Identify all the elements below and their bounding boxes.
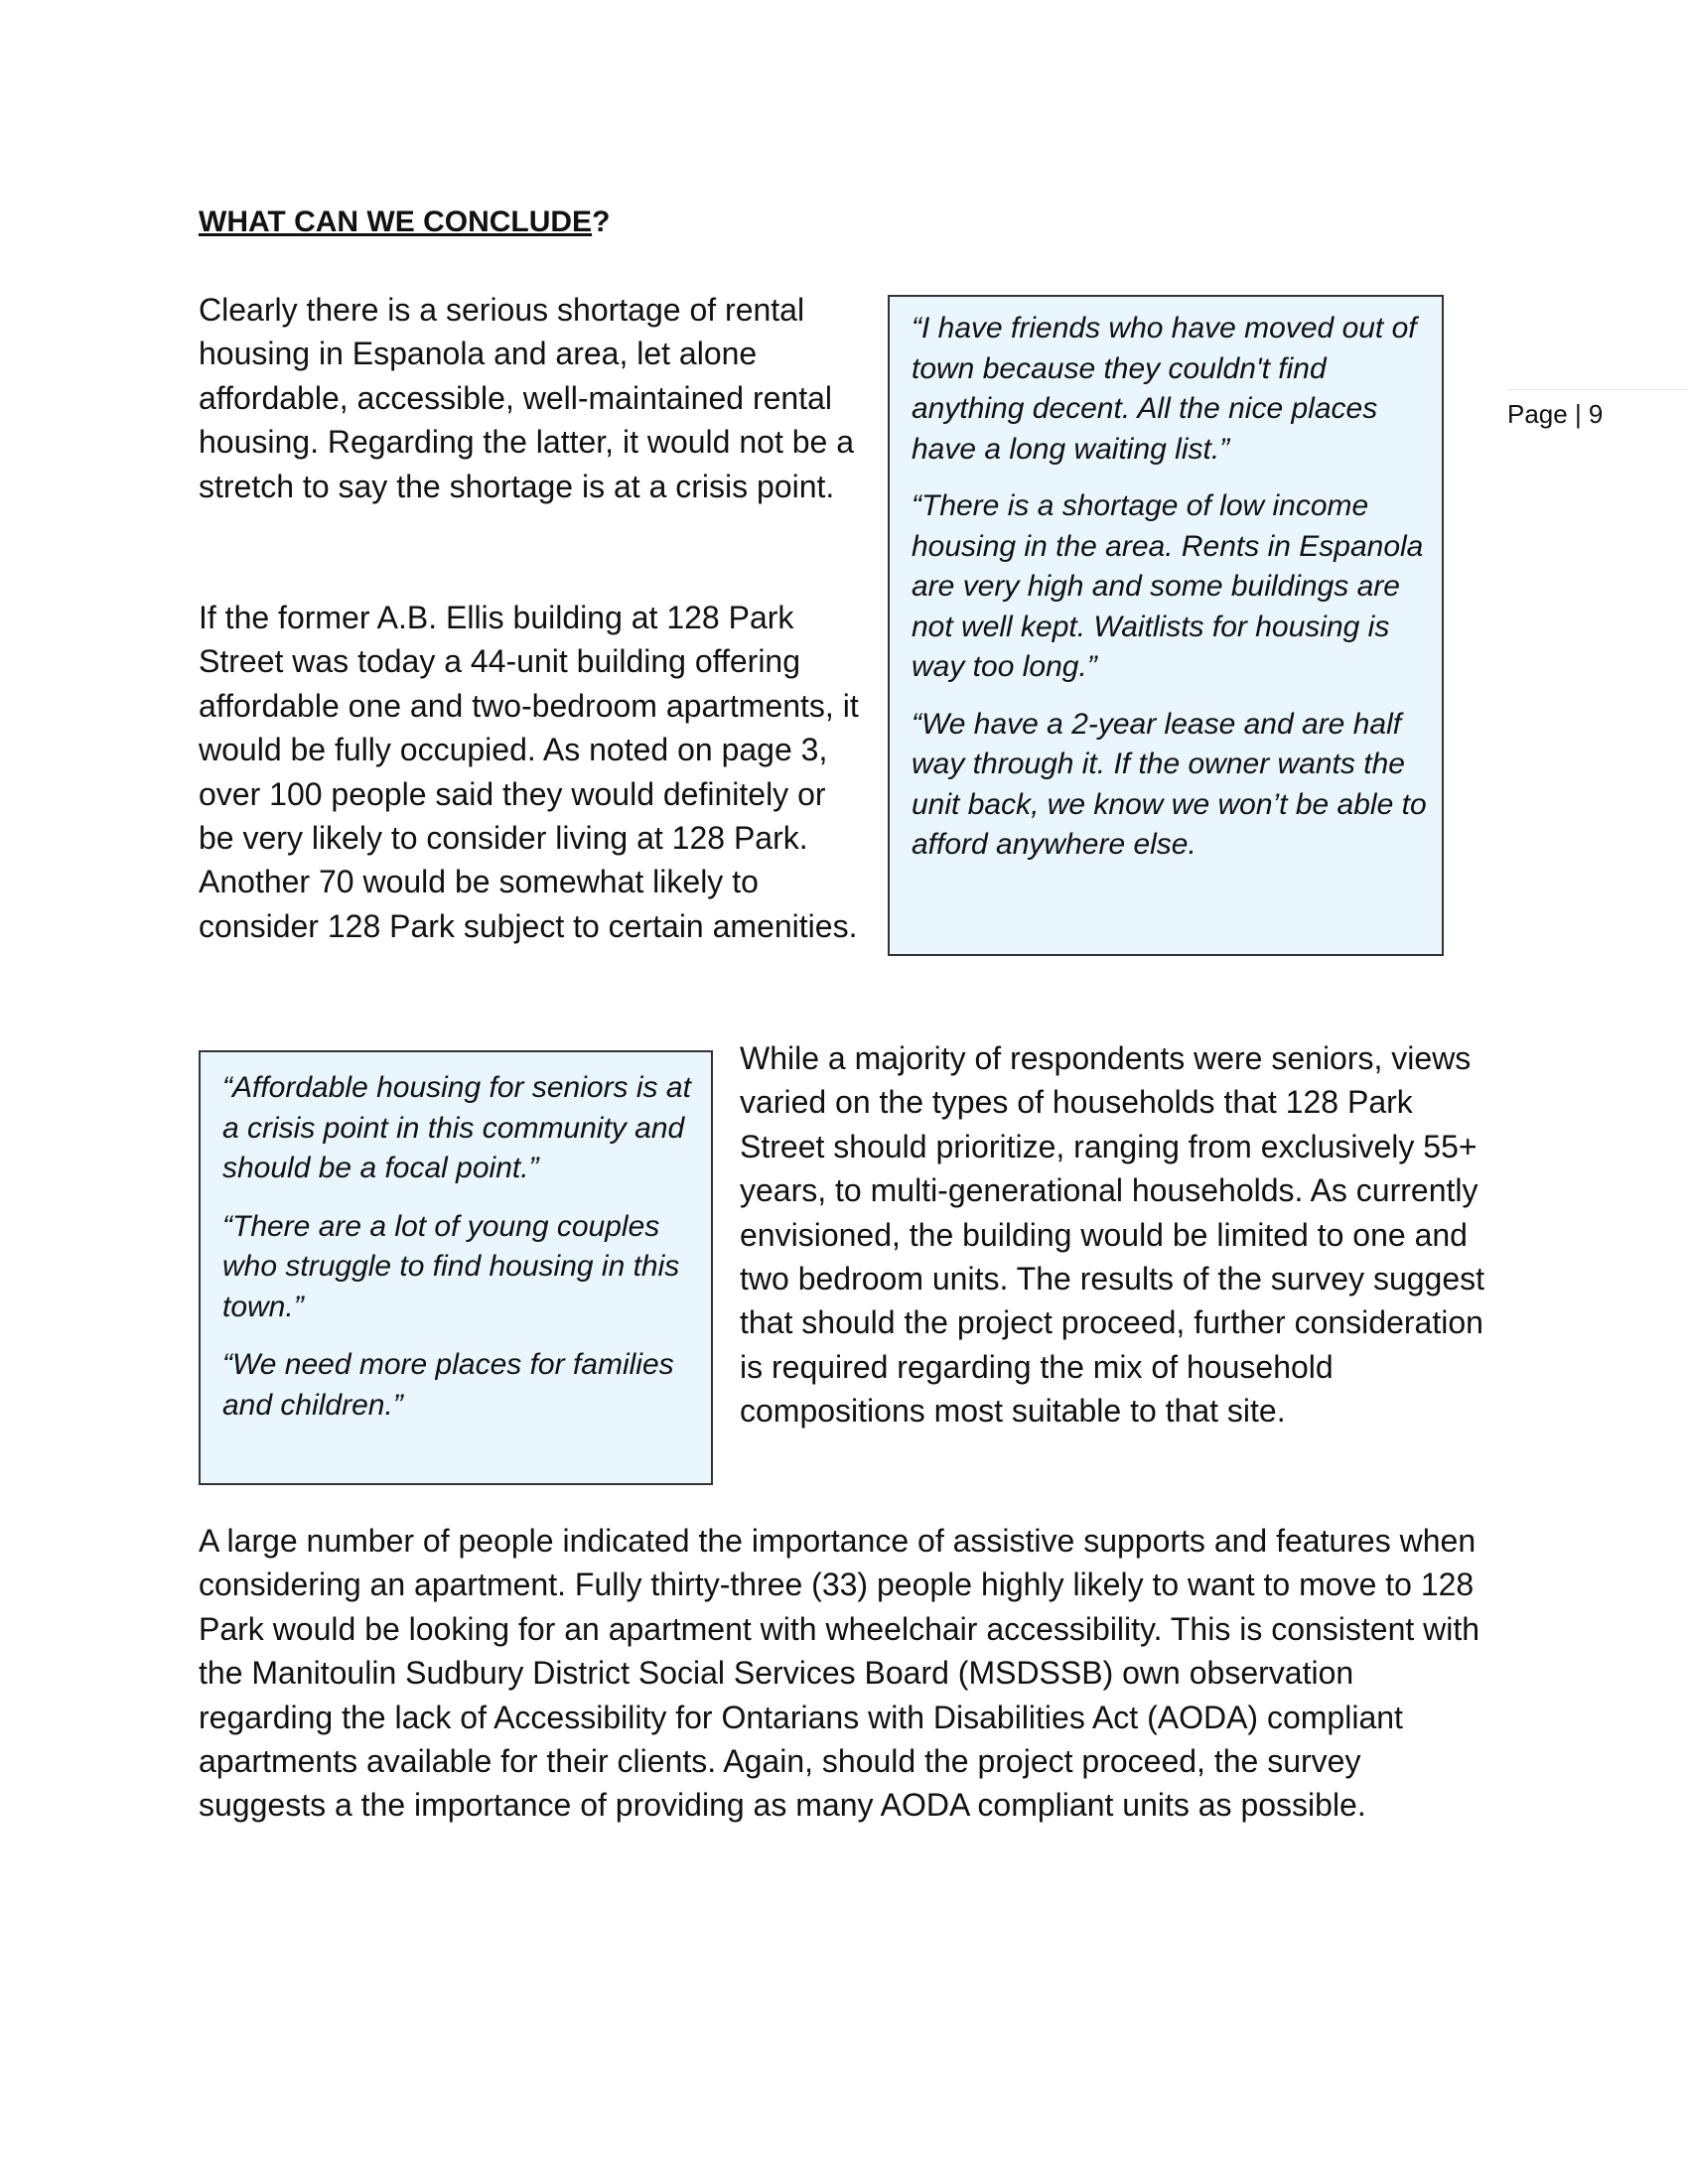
- section-heading: [199, 203, 610, 242]
- page-number: Page | 9: [1507, 389, 1688, 432]
- paragraph-intro: Clearly there is a serious shortage of rental housing in Espanola and area, let alone affordable, accessible, well-maintained rental housing. Regarding the latter, it would not be a stretch to say the shortage is at a crisis point.: [199, 292, 854, 504]
- quote: “We need more places for families and children.”: [222, 1348, 674, 1422]
- paragraph-assistive-supports: A large number of people indicated the importance of assistive supports and features when considering an apartment. Fully thirty-three (33) people highly likely to want to move to 128 Park would be looking for an apartment with wheelchair accessibility. This is consistent with the Manitoulin Sudbury District Social Services Board (MSDSSB) own observation regarding the lack of Accessibility for Ontarians with Disabilities Act (AODA) compliant apartments available for their clients. Again, should the project proceed, the survey suggests a the importance of providing as many AODA compliant units as possible.: [199, 1523, 1480, 1824]
- quote: “Affordable housing for seniors is at a crisis point in this community and should be a focal point.”: [222, 1071, 691, 1184]
- paragraph-ellis-building: If the former A.B. Ellis building at 128 Park Street was today a 44-unit building offering affordable one and two-bedroom apartments, it would be fully occupied. As noted on page 3, over 100 people said they would definitely or be very likely to consider living at 128 Park. Another 70 would be somewhat likely to consider 128 Park subject to certain amenities.: [199, 600, 859, 944]
- quote: “There are a lot of young couples who struggle to find housing in this town.”: [222, 1209, 680, 1323]
- quote: “There is a shortage of low income housing in the area. Rents in Espanola are very high and some buildings are not well kept. Waitlists for housing is way too long.”: [912, 489, 1424, 683]
- quote-box-rental-shortage: [888, 295, 1444, 956]
- section-heading-text: WHAT CAN WE CONCLUDE: [199, 205, 593, 238]
- paragraph-household-mix: While a majority of respondents were seniors, views varied on the types of households that 128 Park Street should prioritize, ranging from exclusively 55+ years, to multi-generational households. As currently envisioned, the building would be limited to one and two bedroom units. The results of the survey suggest that should the project proceed, further consideration is required regarding the mix of household compositions most suitable to that site.: [740, 1040, 1485, 1430]
- quote: “We have a 2-year lease and are half way through it. If the owner wants the unit back, we know we won’t be able to afford anywhere else.: [912, 707, 1427, 861]
- quote: “I have friends who have moved out of town because they couldn't find anything decent. All the nice places have a long waiting list.”: [912, 312, 1417, 466]
- quote-box-household-types: [199, 1050, 713, 1485]
- section-heading-punctuation: ?: [592, 205, 611, 238]
